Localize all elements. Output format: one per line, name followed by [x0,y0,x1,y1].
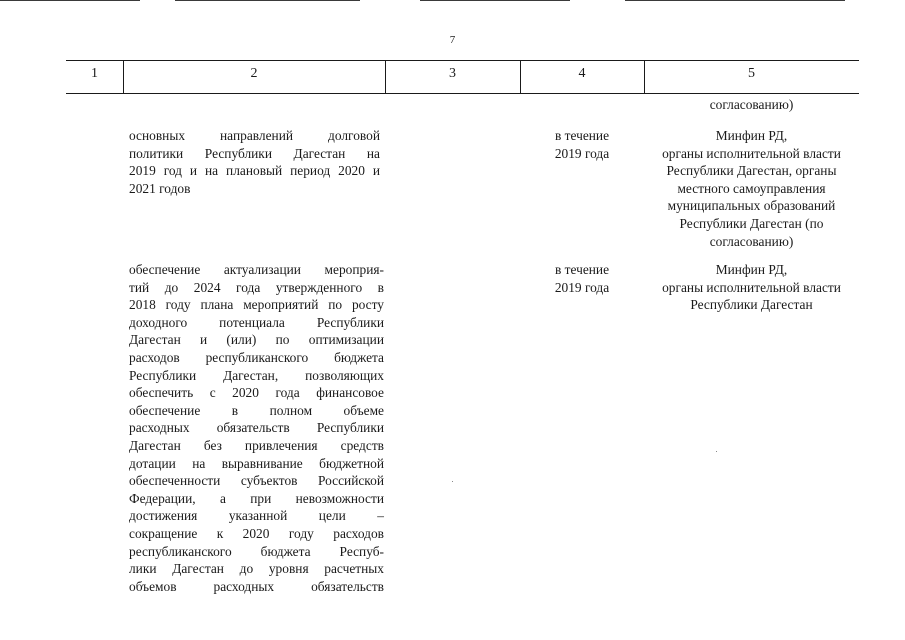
cell-line: органы исполнительной власти [662,145,841,161]
table-row-1-responsible [644,127,859,250]
cell-line: обеспечение актуализации мероприя- [129,262,384,277]
column-number-1: 1 [91,66,98,81]
table-row-continuation-col5 [644,96,859,114]
column-number-2: 2 [250,66,258,81]
table-row-2-deadline [520,261,644,296]
table-row-2-responsible [644,261,859,314]
cell-line: 2018 году плана мероприятий по росту [129,297,384,313]
cell-line: тий до 2024 года утвержденного в [129,279,384,295]
cell-line: расходных обязательств Республики [129,420,384,436]
cell-line: Минфин РД, [715,128,788,143]
cell-line: согласованию) [709,97,794,112]
cell-line: основных направлений долговой [129,128,380,143]
cell-line: объемов расходных обязательств [129,578,384,594]
cell-line: в течение [554,128,610,143]
cell-line: 2019 года [554,279,610,295]
cell-line: дотации на выравнивание бюджетной [129,455,384,471]
table-row-1-deadline [520,127,644,162]
table-row-2-measure [129,261,384,595]
cell-line: Республики Дагестан (по [679,215,824,231]
column-number-5: 5 [748,66,755,81]
table-header-bottom-border [66,93,859,94]
cell-line: Республики Дагестан, позволяющих [129,367,384,383]
cell-line: 2021 годов [129,180,191,196]
cell-line: достижения указанной цели – [129,508,384,524]
cell-line: Республики Дагестан [690,297,813,313]
cell-line: Республики Дагестан, органы [666,163,837,179]
cell-line: политики Республики Дагестан на [129,145,380,161]
cell-line: в течение [554,262,610,277]
scan-edge-line [175,0,360,1]
cell-line: Дагестан и (или) по оптимизации [129,332,384,348]
cell-line: расходов республиканского бюджета [129,349,384,365]
cell-line: Минфин РД, [715,262,788,277]
cell-line: доходного потенциала Республики [129,314,384,330]
table-top-border [66,60,859,61]
page-number: 7 [449,34,456,46]
scan-edge-line [420,0,570,1]
table-row-1-measure [129,127,380,197]
scan-edge-line [0,0,140,1]
cell-line: согласованию) [709,233,794,249]
column-number-3: 3 [449,66,456,81]
cell-line: республиканского бюджета Респуб- [129,543,384,559]
cell-line: обеспеченности субъектов Российской [129,473,384,489]
cell-line: 2019 года [554,145,610,161]
cell-line: муниципальных образований [667,198,836,214]
scan-edge-line [625,0,845,1]
cell-line: местного самоуправления [677,180,826,196]
cell-line: 2019 год и на плановый период 2020 и [129,163,380,179]
cell-line: органы исполнительной власти [662,279,841,295]
cell-line: лики Дагестан до уровня расчетных [129,561,384,577]
scan-speck [452,481,453,482]
column-number-4: 4 [578,66,586,81]
cell-line: Дагестан без привлечения средств [129,437,384,453]
scan-speck [716,451,717,452]
cell-line: сокращение к 2020 году расходов [129,525,384,541]
cell-line: Федерации, а при невозможности [129,490,384,506]
cell-line: обеспечение в полном объеме [129,402,384,418]
cell-line: обеспечить с 2020 года финансовое [129,385,384,401]
